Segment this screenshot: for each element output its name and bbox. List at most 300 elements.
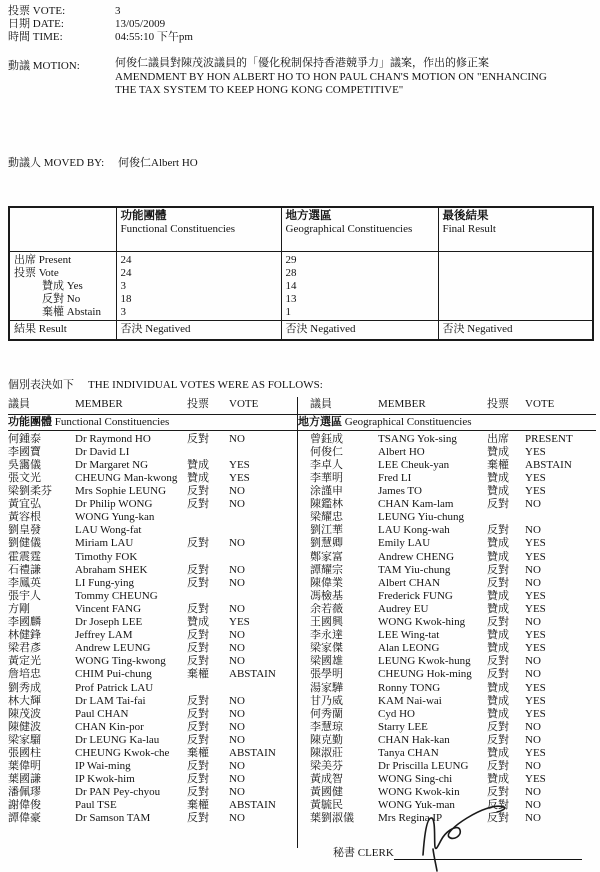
member-name-en: Andrew LEUNG (75, 642, 151, 655)
member-row (8, 721, 297, 734)
member-name-zh: 劉健儀 (8, 537, 41, 550)
member-name-zh: 鄭家富 (310, 550, 343, 563)
individual-votes-title (8, 378, 594, 392)
member-name-zh: 李卓人 (310, 458, 343, 471)
member-name-zh: 謝偉俊 (8, 799, 41, 812)
member-vote-en (229, 446, 297, 459)
member-vote-en (525, 511, 596, 524)
member-name-en: Dr Priscilla LEUNG (378, 760, 469, 773)
member-row (8, 433, 297, 446)
member-name-en: Starry LEE (378, 720, 428, 733)
member-vote-zh (187, 590, 229, 603)
member-row (298, 485, 596, 498)
member-row (8, 485, 297, 498)
member-vote-en: YES (525, 642, 546, 655)
member-name-zh: 甘乃威 (310, 694, 343, 707)
member-name-en: IP Kwok-him (75, 773, 135, 786)
member-name-en: Dr Margaret NG (75, 458, 149, 471)
member-name-zh: 何秀蘭 (310, 707, 343, 720)
member-vote-en: YES (229, 472, 250, 484)
member-name-zh: 張國柱 (8, 746, 41, 759)
member-vote-zh: 贊成 (487, 485, 509, 498)
member-row (8, 577, 297, 590)
member-name-zh: 李華明 (310, 472, 343, 484)
member-header-en: MEMBER (378, 397, 426, 410)
member-row (8, 616, 297, 629)
member-name-zh: 林大輝 (8, 694, 41, 707)
member-vote-en: YES (229, 616, 250, 629)
member-vote-zh: 反對 (487, 720, 509, 733)
member-name-en: Dr David LI (75, 445, 130, 458)
summary-final-value (438, 280, 593, 293)
member-name-zh: 林健鋒 (8, 629, 41, 642)
summary-header-blank (9, 207, 116, 252)
member-vote-zh (187, 551, 229, 564)
member-vote-zh: 反對 (187, 537, 209, 550)
member-name-zh: 梁家騮 (8, 733, 41, 746)
member-name-en: TSANG Yok-sing (378, 432, 457, 445)
member-row (8, 695, 297, 708)
member-vote-en: NO (229, 432, 245, 445)
member-name-en: Abraham SHEK (75, 563, 148, 576)
functional-header-zh: 功能團體 (120, 209, 167, 222)
member-name-en: CHAN Hak-kan (378, 733, 450, 746)
member-row (8, 747, 297, 760)
member-vote-zh: 反對 (187, 629, 209, 642)
moved-by-label: 動議人 MOVED BY: (8, 156, 105, 169)
member-vote-en: NO (229, 485, 245, 498)
member-vote-en: NO (229, 498, 245, 511)
member-name-zh: 李鳳英 (8, 576, 41, 589)
member-row (8, 551, 297, 564)
member-vote-zh: 反對 (487, 786, 509, 799)
date-label: 日期 DATE: (8, 18, 64, 30)
summary-row-label: 投票 Vote (9, 267, 116, 280)
member-name-zh: 劉慧卿 (310, 537, 343, 550)
member-vote-zh: 贊成 (187, 472, 209, 484)
member-row (298, 446, 596, 459)
member-vote-zh: 棄權 (187, 668, 209, 681)
member-vote-zh: 反對 (487, 760, 509, 773)
member-vote-en: NO (525, 786, 541, 799)
member-vote-zh: 贊成 (487, 445, 509, 458)
member-vote-en: NO (525, 655, 541, 668)
member-name-en: James TO (378, 485, 422, 498)
geographical-section-header (298, 415, 596, 431)
member-vote-en: NO (229, 720, 245, 733)
member-name-zh: 何鍾泰 (8, 432, 41, 445)
summary-geographical-value: 13 (281, 293, 438, 306)
member-row (298, 668, 596, 681)
member-name-zh: 葉偉明 (8, 760, 41, 773)
member-row (298, 603, 596, 616)
vote-number-value: 3 (115, 5, 121, 17)
member-name-zh: 陳淑莊 (310, 746, 343, 759)
member-name-zh: 湯家驊 (310, 681, 343, 694)
member-vote-en (229, 524, 297, 537)
member-vote-en: NO (229, 576, 245, 589)
member-name-en: Dr LAM Tai-fai (75, 694, 146, 707)
member-vote-en: YES (525, 602, 546, 615)
member-name-zh: 譚耀宗 (310, 563, 343, 576)
member-vote-zh: 反對 (487, 733, 509, 746)
member-name-en: Cyd HO (378, 707, 415, 720)
vote-header-en: VOTE (229, 397, 259, 410)
member-vote-en: NO (525, 799, 541, 812)
member-row (8, 642, 297, 655)
member-vote-en: NO (525, 524, 541, 537)
member-vote-zh: 贊成 (487, 707, 509, 720)
member-vote-zh: 反對 (487, 576, 509, 589)
member-name-en: Albert HO (378, 445, 425, 458)
summary-functional-value: 24 (116, 267, 281, 280)
member-vote-zh: 反對 (187, 720, 209, 733)
member-vote-zh (187, 446, 229, 459)
member-name-zh: 張文光 (8, 472, 41, 484)
member-row (298, 708, 596, 721)
member-row (298, 682, 596, 695)
member-vote-en: YES (525, 746, 546, 759)
member-row (8, 760, 297, 773)
member-name-en: Miriam LAU (75, 537, 134, 550)
member-vote-en: YES (525, 694, 546, 707)
member-name-zh: 黃宜弘 (8, 498, 41, 511)
member-name-en: TAM Yiu-chung (378, 563, 451, 576)
member-name-en: CHEUNG Hok-ming (378, 668, 472, 681)
member-vote-zh: 反對 (187, 642, 209, 655)
member-vote-zh: 贊成 (487, 746, 509, 759)
member-vote-zh: 出席 (487, 432, 509, 445)
summary-table (8, 206, 594, 341)
votes-column-header (8, 397, 297, 415)
member-row (8, 498, 297, 511)
member-row (298, 472, 596, 485)
member-name-en: KAM Nai-wai (378, 694, 442, 707)
summary-functional-value: 24 (116, 251, 281, 267)
time-label: 時間 TIME: (8, 31, 63, 43)
summary-row (9, 293, 593, 306)
vote-header-zh: 投票 (487, 397, 509, 410)
member-name-en: Dr Philip WONG (75, 498, 153, 511)
member-row (298, 695, 596, 708)
member-row (298, 747, 596, 760)
member-vote-zh: 棄權 (487, 458, 509, 471)
member-name-en: Mrs Regina IP (378, 812, 443, 825)
member-name-zh: 陳茂波 (8, 707, 41, 720)
member-name-en: Dr PAN Pey-chyou (75, 786, 161, 799)
member-header-en: MEMBER (75, 397, 123, 410)
member-header-zh: 議員 (8, 397, 30, 410)
member-name-zh: 馮檢基 (310, 589, 343, 602)
member-vote-zh: 贊成 (487, 602, 509, 615)
member-header-zh: 議員 (310, 397, 332, 410)
member-name-en: Tommy CHEUNG (75, 589, 158, 602)
member-vote-en (229, 511, 297, 524)
member-name-en: Timothy FOK (75, 550, 138, 563)
vote-number-label: 投票 VOTE: (8, 5, 66, 17)
member-name-en: WONG Kwok-hing (378, 616, 466, 629)
member-vote-en: NO (229, 655, 245, 668)
final-header-zh: 最後結果 (442, 209, 489, 222)
member-name-zh: 黃容根 (8, 511, 41, 524)
member-name-zh: 葉國謙 (8, 773, 41, 786)
votes-column-header (298, 397, 596, 415)
member-vote-en: YES (525, 550, 546, 563)
member-vote-zh: 贊成 (187, 616, 209, 629)
member-name-zh: 石禮謙 (8, 563, 41, 576)
functional-section-header (8, 415, 297, 431)
member-vote-zh: 反對 (187, 812, 209, 825)
member-vote-en: NO (229, 694, 245, 707)
clerk-label: 秘書 CLERK (333, 847, 394, 859)
member-vote-en: NO (525, 812, 541, 825)
member-vote-en: YES (525, 707, 546, 720)
member-vote-en: YES (525, 537, 546, 550)
member-vote-en: NO (229, 786, 245, 799)
member-name-zh: 何俊仁 (310, 445, 343, 458)
member-name-zh: 詹培忠 (8, 668, 41, 681)
member-vote-en: NO (229, 707, 245, 720)
member-vote-zh: 贊成 (487, 472, 509, 484)
member-vote-en: NO (229, 629, 245, 642)
member-vote-en: NO (525, 563, 541, 576)
motion-text-en-line1: AMENDMENT BY HON ALBERT HO TO HON PAUL CHAN'S MOTION ON "ENHANCING (115, 70, 547, 83)
member-vote-zh: 反對 (487, 799, 509, 812)
member-row (8, 682, 297, 695)
summary-final-value (438, 251, 593, 267)
member-name-zh: 黃定光 (8, 655, 41, 668)
member-name-zh: 張學明 (310, 668, 343, 681)
summary-header-row (9, 207, 593, 252)
member-row (298, 590, 596, 603)
member-name-en: Andrew CHENG (378, 550, 455, 563)
member-vote-en: NO (525, 616, 541, 629)
summary-geographical-value: 否決 Negatived (281, 320, 438, 340)
member-name-zh: 李慧琼 (310, 720, 343, 733)
member-vote-zh: 反對 (187, 760, 209, 773)
member-vote-en (229, 590, 297, 603)
member-vote-en: NO (229, 563, 245, 576)
individual-votes-title-en: THE INDIVIDUAL VOTES WERE AS FOLLOWS: (88, 378, 323, 391)
summary-header-geographical (281, 207, 438, 252)
member-name-zh: 黃國健 (310, 786, 343, 799)
functional-section-zh: 功能團體 (8, 415, 52, 428)
moved-by-value: 何俊仁Albert HO (118, 156, 198, 169)
member-vote-en: NO (525, 733, 541, 746)
member-row (8, 459, 297, 472)
member-name-zh: 李永達 (310, 629, 343, 642)
member-name-zh: 梁家傑 (310, 642, 343, 655)
member-vote-zh: 反對 (187, 786, 209, 799)
member-row (298, 433, 596, 446)
summary-row-label: 結果 Result (9, 320, 116, 340)
member-name-en: WONG Yuk-man (378, 799, 455, 812)
member-name-en: LEUNG Yiu-chung (378, 511, 465, 524)
member-vote-zh: 反對 (187, 498, 209, 511)
member-vote-en (229, 682, 297, 695)
member-name-zh: 陳偉業 (310, 576, 343, 589)
member-name-zh: 劉江華 (310, 524, 343, 537)
member-vote-zh: 反對 (487, 812, 509, 825)
member-vote-zh: 反對 (187, 655, 209, 668)
member-name-en: Emily LAU (378, 537, 431, 550)
member-vote-zh: 贊成 (487, 537, 509, 550)
member-row (8, 786, 297, 799)
member-row (8, 603, 297, 616)
member-vote-en (229, 551, 297, 564)
member-name-en: Dr Raymond HO (75, 432, 151, 445)
member-vote-zh (187, 682, 229, 695)
member-row (8, 537, 297, 550)
functional-header-en: Functional Constituencies (120, 223, 236, 235)
summary-row-label: 贊成 Yes (9, 280, 116, 293)
date-row (8, 18, 594, 31)
clerk-signature (405, 797, 535, 872)
member-vote-zh: 反對 (187, 694, 209, 707)
member-row (298, 577, 596, 590)
member-row (8, 524, 297, 537)
member-vote-en: YES (525, 773, 546, 786)
member-name-en: LEUNG Kwok-hung (378, 655, 471, 668)
member-name-en: Dr Samson TAM (75, 812, 151, 825)
functional-section-en: Functional Constituencies (54, 415, 170, 428)
member-row (298, 629, 596, 642)
member-vote-en: PRESENT (525, 432, 573, 445)
motion-text-zh: 何俊仁議員對陳茂波議員的「優化稅制保持香港競爭力」議案，作出的修正案 (115, 57, 489, 69)
member-name-zh: 黃毓民 (310, 799, 343, 812)
member-row (8, 472, 297, 485)
member-name-zh: 劉皇發 (8, 524, 41, 537)
member-vote-zh: 棄權 (187, 799, 209, 812)
member-vote-en: ABSTAIN (229, 668, 276, 681)
member-name-zh: 李國麟 (8, 616, 41, 629)
member-name-zh: 陳克勤 (310, 733, 343, 746)
member-name-zh: 陳鑑林 (310, 498, 343, 511)
moved-by-row (8, 156, 594, 170)
functional-member-rows (8, 431, 297, 826)
member-name-en: Paul CHAN (75, 707, 129, 720)
vote-header-zh: 投票 (187, 397, 209, 410)
member-vote-en: NO (525, 760, 541, 773)
member-name-zh: 梁國雄 (310, 655, 343, 668)
member-name-zh: 方剛 (8, 602, 30, 615)
member-name-en: CHAN Kin-por (75, 720, 144, 733)
member-name-en: IP Wai-ming (75, 760, 131, 773)
member-name-zh: 梁劉柔芬 (8, 485, 52, 498)
member-name-en: LEE Wing-tat (378, 629, 440, 642)
member-vote-zh: 反對 (187, 432, 209, 445)
member-row (8, 511, 297, 524)
member-name-en: Paul TSE (75, 799, 117, 812)
member-vote-en: NO (229, 812, 245, 825)
member-name-en: CHAN Kam-lam (378, 498, 454, 511)
member-row (298, 760, 596, 773)
time-value: 04:55:10 下午pm (115, 31, 193, 43)
member-vote-zh: 反對 (487, 524, 509, 537)
member-name-en: Alan LEONG (378, 642, 440, 655)
member-vote-zh: 反對 (187, 773, 209, 786)
member-name-zh: 梁耀忠 (310, 511, 343, 524)
member-vote-zh: 反對 (487, 668, 509, 681)
member-vote-zh: 反對 (487, 498, 509, 511)
summary-final-value: 否決 Negatived (438, 320, 593, 340)
member-vote-zh: 反對 (187, 707, 209, 720)
member-name-en: LEE Cheuk-yan (378, 458, 450, 471)
member-vote-zh: 反對 (487, 563, 509, 576)
member-vote-zh: 贊成 (487, 550, 509, 563)
summary-geographical-value: 1 (281, 306, 438, 320)
member-vote-zh: 反對 (487, 616, 509, 629)
summary-row (9, 280, 593, 293)
member-row (298, 721, 596, 734)
member-row (298, 734, 596, 747)
vote-header-en: VOTE (525, 397, 555, 410)
member-vote-zh: 反對 (187, 485, 209, 498)
member-vote-zh (187, 511, 229, 524)
member-name-zh: 曾鈺成 (310, 432, 343, 445)
final-header-en: Final Result (442, 223, 496, 235)
member-row (8, 446, 297, 459)
member-row (8, 734, 297, 747)
member-vote-en: YES (525, 472, 546, 484)
geographical-section-zh: 地方選區 (298, 415, 342, 428)
member-name-zh: 潘佩璆 (8, 786, 41, 799)
member-row (298, 642, 596, 655)
summary-functional-value: 18 (116, 293, 281, 306)
individual-votes-table (8, 397, 596, 848)
member-vote-en: ABSTAIN (525, 458, 572, 471)
member-vote-en: YES (525, 445, 546, 458)
member-vote-en: NO (229, 602, 245, 615)
member-vote-en: YES (525, 681, 546, 694)
member-name-zh: 黃成智 (310, 773, 343, 786)
member-name-zh: 吳靄儀 (8, 458, 41, 471)
member-name-en: CHEUNG Man-kwong (75, 472, 178, 484)
member-vote-zh: 反對 (487, 655, 509, 668)
summary-functional-value: 3 (116, 280, 281, 293)
member-name-zh: 王國興 (310, 616, 343, 629)
member-name-en: Vincent FANG (75, 602, 142, 615)
member-name-en: WONG Ting-kwong (75, 655, 166, 668)
member-vote-en: NO (229, 773, 245, 786)
summary-row (9, 251, 593, 267)
member-name-en: CHIM Pui-chung (75, 668, 152, 681)
date-value: 13/05/2009 (115, 18, 166, 30)
geographical-member-rows (298, 431, 596, 826)
functional-votes-column (8, 397, 297, 848)
member-name-en: LAU Kong-wah (378, 524, 450, 537)
time-row (8, 31, 594, 44)
member-vote-en: NO (229, 642, 245, 655)
geographical-header-zh: 地方選區 (285, 209, 332, 222)
member-name-zh: 涂謹申 (310, 485, 343, 498)
member-name-zh: 張宇人 (8, 589, 41, 602)
member-vote-zh: 贊成 (487, 681, 509, 694)
member-row (8, 812, 297, 825)
member-vote-zh: 反對 (187, 576, 209, 589)
member-name-en: WONG Sing-chi (378, 773, 453, 786)
member-vote-en: YES (525, 589, 546, 602)
summary-header-functional (116, 207, 281, 252)
member-row (298, 616, 596, 629)
member-name-en: Tanya CHAN (378, 746, 439, 759)
member-vote-zh: 反對 (187, 602, 209, 615)
member-vote-en: ABSTAIN (229, 799, 276, 812)
member-name-en: LAU Wong-fat (75, 524, 142, 537)
member-row (8, 773, 297, 786)
member-name-en: Dr LEUNG Ka-lau (75, 733, 160, 746)
member-vote-en: NO (525, 720, 541, 733)
